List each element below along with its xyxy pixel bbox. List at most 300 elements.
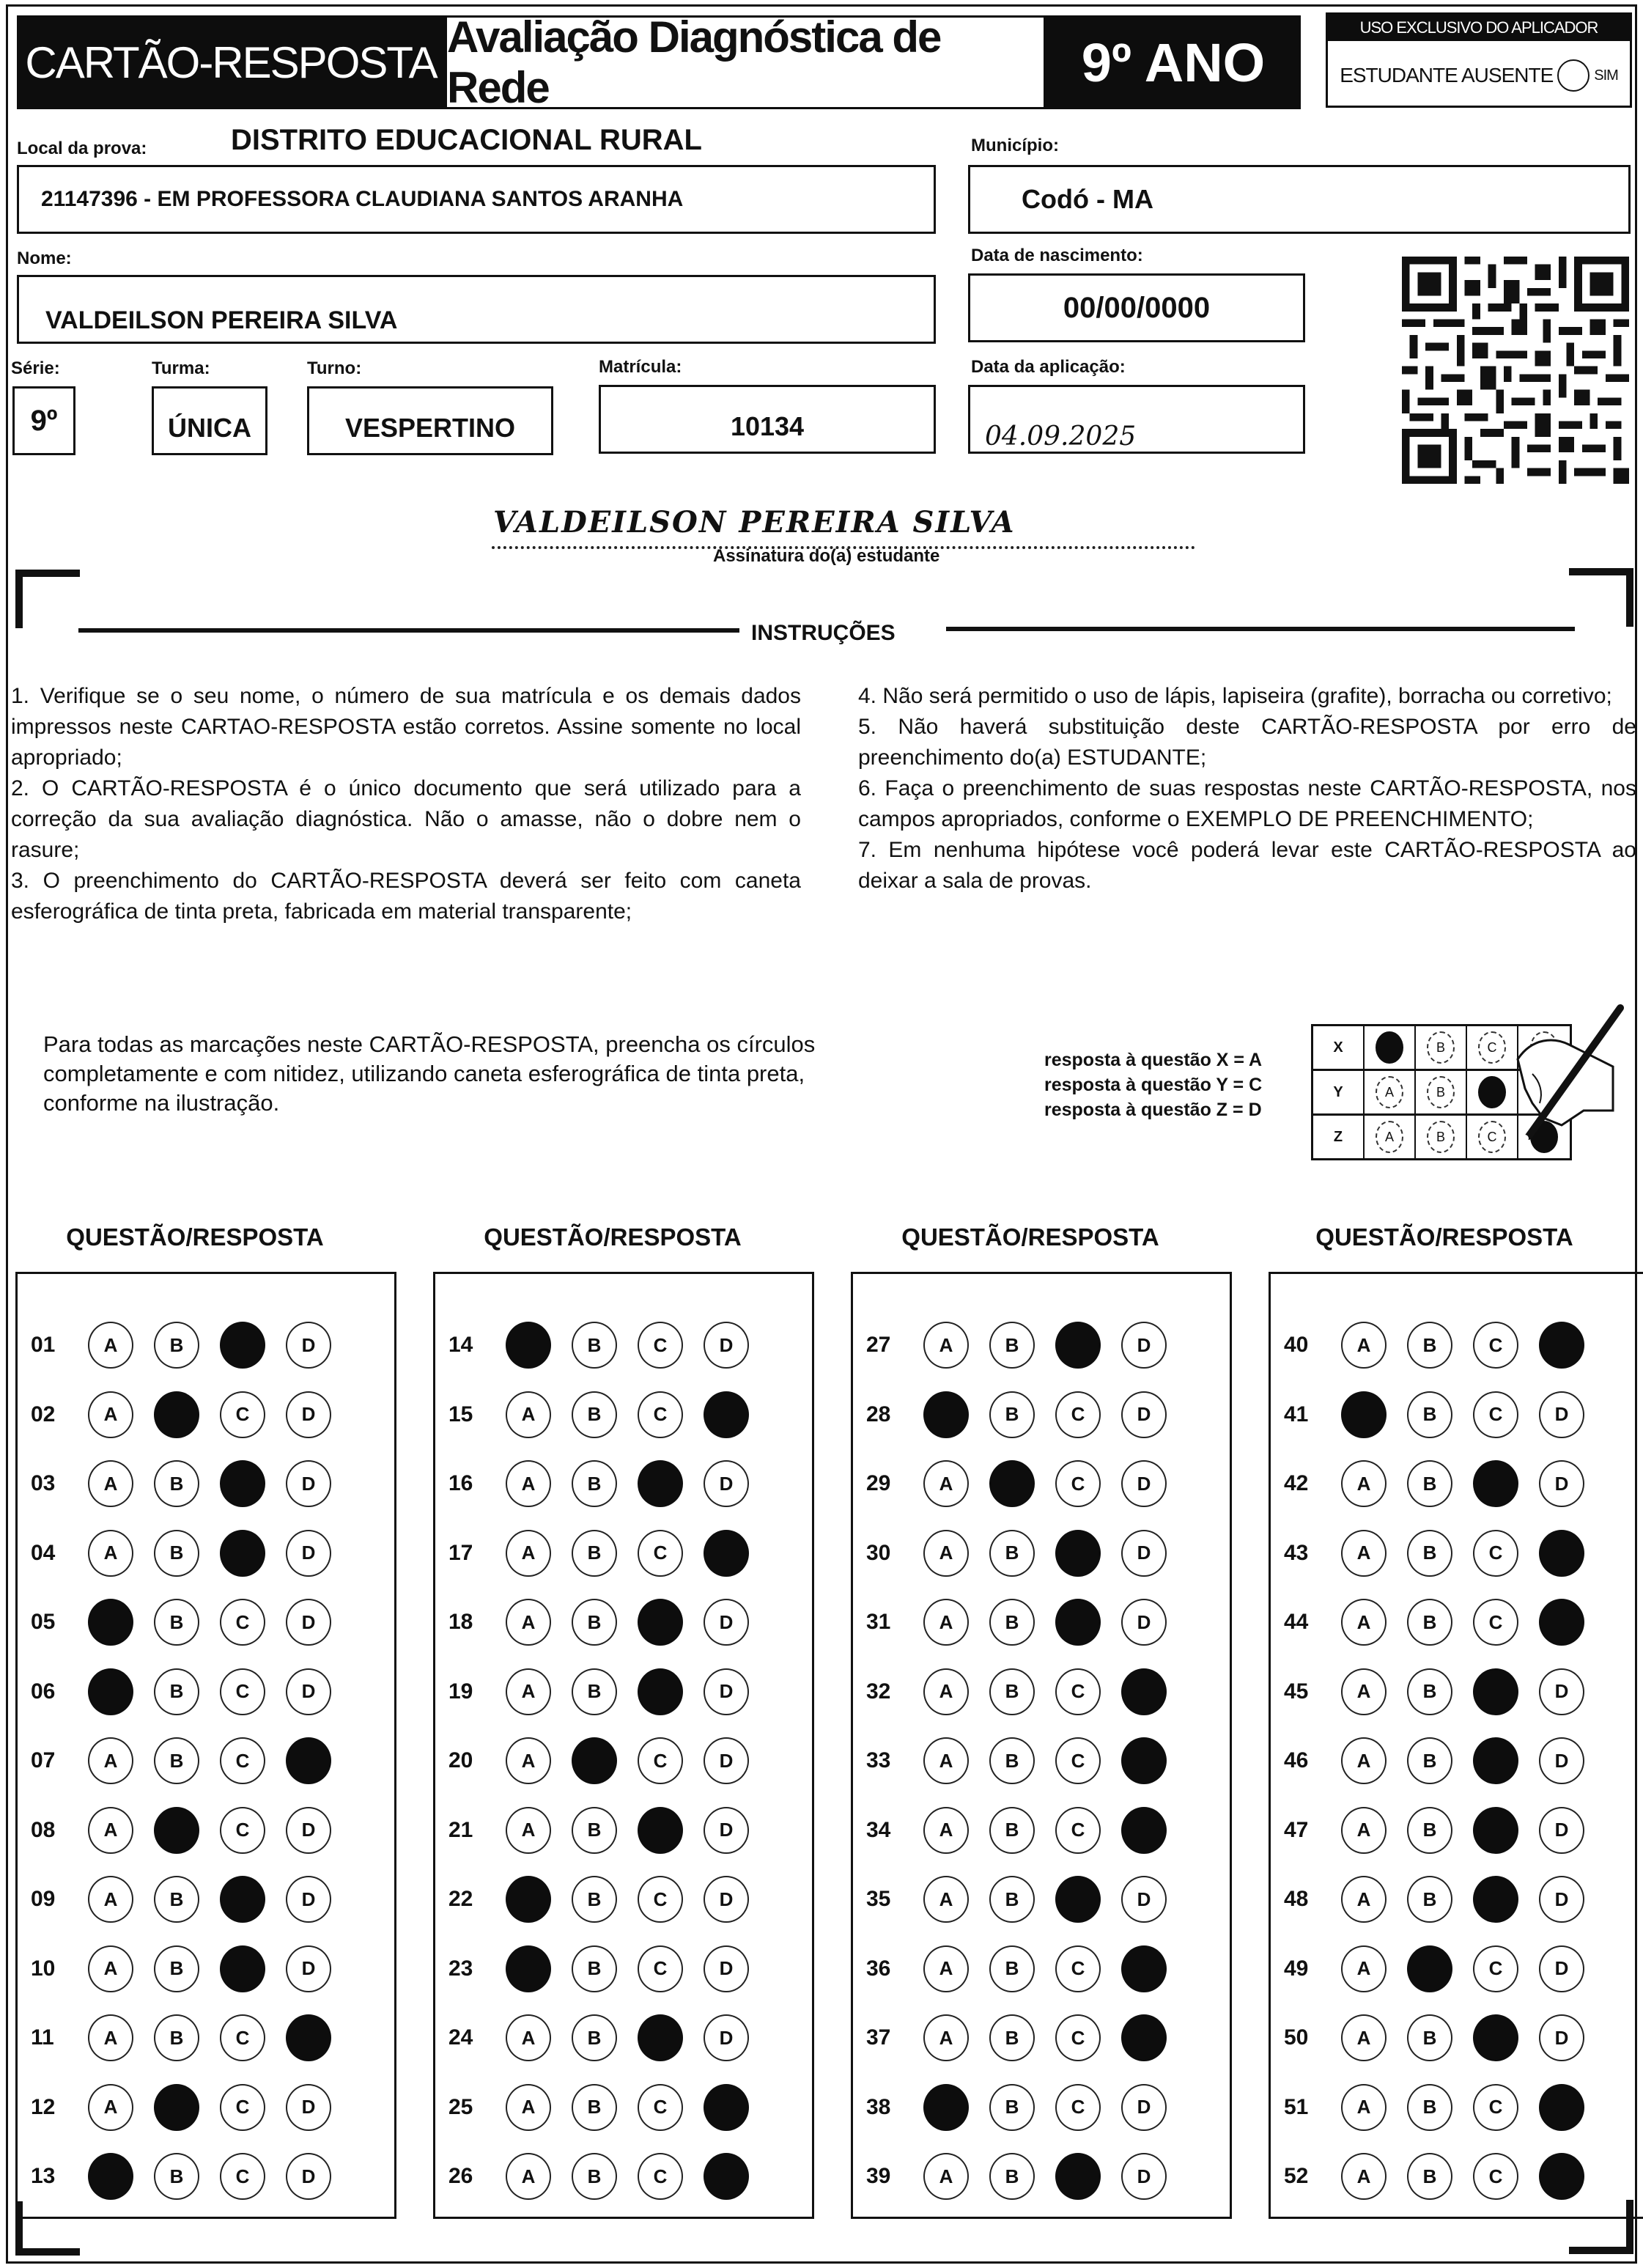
question-row [18,1311,394,1380]
question-row [1271,1865,1643,1934]
exam-name: Avaliação Diagnóstica de Rede [445,15,1046,109]
answer-bubble-a[interactable]: A [506,1391,551,1438]
answer-bubble-a[interactable]: A [506,1668,551,1715]
answer-bubble-b[interactable]: B [572,1807,617,1854]
answer-bubble-b[interactable]: B [1407,1668,1452,1715]
answer-bubble-d[interactable]: D [1121,1530,1167,1577]
answer-bubble-d[interactable]: D [1121,1876,1167,1923]
instruction-item: 4. Não será permitido o uso de lápis, lapiseira (grafite), borracha ou corretivo; [858,684,1612,708]
absent-label: ESTUDANTE AUSENTE [1340,64,1554,86]
question-number: 20 [448,1748,473,1772]
answer-bubble-b[interactable]: B [154,2153,199,2200]
answer-bubble-a[interactable]: A [1341,2084,1387,2131]
answer-bubble-d[interactable]: D [1539,2014,1584,2061]
answer-card [6,4,1637,2264]
question-column-4 [1269,1272,1643,2219]
question-number: 13 [31,2164,56,2188]
answer-bubble-a[interactable]: A [506,1737,551,1784]
question-number: 44 [1284,1610,1309,1634]
answer-bubble-a[interactable]: A [88,1737,133,1784]
answer-bubble-a[interactable]: A [1341,1599,1387,1646]
question-row [18,1380,394,1449]
question-number: 22 [448,1887,473,1911]
answer-bubble-a[interactable] [923,1391,969,1438]
question-row [435,1588,812,1657]
answer-bubble-a[interactable]: A [923,1807,969,1854]
answer-bubble-d[interactable]: D [286,1391,331,1438]
question-row [1271,1311,1643,1380]
question-number: 51 [1284,2094,1309,2119]
answer-bubble-b[interactable]: B [989,1599,1035,1646]
answer-bubble-c[interactable]: C [638,1945,683,1992]
answer-bubble-c[interactable]: C [1473,1322,1518,1369]
applicator-title: USO EXCLUSIVO DO APLICADOR [1328,15,1630,41]
answer-bubble-b[interactable]: B [572,1530,617,1577]
answer-bubble-a[interactable] [506,1876,551,1923]
question-number: 52 [1284,2164,1309,2188]
question-number: 23 [448,1956,473,1981]
answer-bubble-c[interactable]: C [1473,2153,1518,2200]
answer-bubble-d[interactable]: D [1121,1599,1167,1646]
answer-bubble-d[interactable]: D [1539,1460,1584,1507]
answer-bubble-d[interactable] [1539,2084,1584,2131]
question-row [1271,1380,1643,1449]
answer-bubble-b[interactable]: B [1407,1599,1452,1646]
answer-bubble-d[interactable]: D [1121,1322,1167,1369]
answer-bubble-c[interactable] [1055,1876,1101,1923]
answer-bubble-a[interactable]: A [1341,1945,1387,1992]
answer-bubble-c[interactable]: C [1473,1391,1518,1438]
answer-bubble-a[interactable] [506,1322,551,1369]
answer-bubble-d[interactable] [1539,1599,1584,1646]
question-row [1271,1934,1643,2003]
answer-bubble-d[interactable] [1539,1530,1584,1577]
answer-bubble-a[interactable]: A [1341,1807,1387,1854]
answer-bubble-d[interactable] [704,2153,749,2200]
answer-bubble-b[interactable]: B [154,1530,199,1577]
answer-bubble-c[interactable] [638,1807,683,1854]
answer-bubble-b[interactable]: B [154,1737,199,1784]
example-row-label: Y [1313,1071,1365,1113]
question-row [18,1796,394,1865]
question-row [1271,1796,1643,1865]
answer-bubble-d[interactable]: D [704,1737,749,1784]
answer-bubble-a[interactable] [88,1599,133,1646]
answer-bubble-c[interactable] [220,1876,265,1923]
municipio-field [968,165,1631,234]
instructions-left-column [11,681,801,927]
answer-bubble-d[interactable]: D [286,1807,331,1854]
question-number: 50 [1284,2025,1309,2050]
answer-bubble-a[interactable]: A [1341,1322,1387,1369]
instruction-item: 7. Em nenhuma hipótese você poderá levar este CARTÃO-RESPOSTA ao deixar a sala de provas. [858,838,1636,893]
answer-bubble-a[interactable]: A [923,1530,969,1577]
answer-bubble-a[interactable]: A [506,1807,551,1854]
answer-bubble-c[interactable]: C [638,1391,683,1438]
answer-bubble-b[interactable]: B [154,1668,199,1715]
question-number: 06 [31,1679,56,1704]
answer-bubble-a[interactable]: A [923,1460,969,1507]
answer-bubble-c[interactable]: C [638,1737,683,1784]
answer-bubble-c[interactable]: C [1055,1807,1101,1854]
matricula-label: Matrícula: [599,357,682,377]
answer-bubble-d[interactable] [704,1530,749,1577]
answer-bubble-a[interactable]: A [506,1599,551,1646]
question-row [853,1796,1230,1865]
answer-bubble-a[interactable]: A [1341,2153,1387,2200]
answer-bubble-c[interactable] [638,1668,683,1715]
question-number: 30 [866,1540,891,1565]
answer-bubble-b[interactable]: B [572,1668,617,1715]
answer-bubble-c[interactable]: C [1055,2014,1101,2061]
answer-bubble-a[interactable]: A [1341,2014,1387,2061]
absent-checkbox[interactable] [1557,59,1590,92]
answer-bubble-c[interactable] [638,1460,683,1507]
answer-bubble-a[interactable]: A [88,1322,133,1369]
answer-bubble-a[interactable]: A [1341,1876,1387,1923]
answer-bubble-d[interactable]: D [286,2153,331,2200]
answer-bubble-c[interactable] [1055,1530,1101,1577]
question-column-1 [15,1272,396,2219]
answer-bubble-d[interactable]: D [286,2084,331,2131]
example-bubble-a: A [1376,1121,1403,1153]
answer-bubble-c[interactable]: C [1055,1945,1101,1992]
answer-bubble-a[interactable]: A [923,1876,969,1923]
answer-bubble-c[interactable] [638,1599,683,1646]
column-title: QUESTÃO/RESPOSTA [484,1223,742,1251]
answer-bubble-a[interactable]: A [923,1599,969,1646]
instruction-item: 3. O preenchimento do CARTÃO-RESPOSTA deverá ser feito com caneta esferográfica de tinta preta, fabricada em material transparente; [11,869,801,924]
aplicacao-value: 04.09.2025 [985,421,1137,452]
answer-bubble-b[interactable]: B [572,2153,617,2200]
question-number: 21 [448,1817,473,1842]
answer-bubble-a[interactable] [506,1945,551,1992]
question-row [435,1865,812,1934]
answer-bubble-c[interactable]: C [638,2153,683,2200]
question-row [853,1934,1230,2003]
answer-bubble-c[interactable] [638,2014,683,2061]
question-row [1271,1726,1643,1795]
answer-bubble-d[interactable]: D [1539,1391,1584,1438]
answer-bubble-c[interactable]: C [220,2153,265,2200]
answer-bubble-b[interactable] [989,1460,1035,1507]
answer-bubble-a[interactable]: A [88,1945,133,1992]
answer-bubble-d[interactable]: D [1121,1391,1167,1438]
answer-bubble-c[interactable] [1055,1599,1101,1646]
answer-bubble-c[interactable] [220,1945,265,1992]
answer-bubble-b[interactable]: B [154,1460,199,1507]
answer-bubble-a[interactable]: A [1341,1460,1387,1507]
turma-field [152,386,267,455]
question-row [853,1449,1230,1518]
answer-bubble-d[interactable] [1121,2014,1167,2061]
answer-bubble-d[interactable]: D [704,1876,749,1923]
question-row [1271,2142,1643,2211]
answer-bubble-a[interactable]: A [923,2014,969,2061]
answer-bubble-b[interactable]: B [989,1530,1035,1577]
qr-code-icon [1402,256,1629,485]
question-number: 46 [1284,1748,1309,1772]
answer-bubble-d[interactable] [286,1737,331,1784]
answer-bubble-b[interactable]: B [572,2014,617,2061]
grade-badge: 9º ANO [1046,15,1301,109]
answer-bubble-b[interactable]: B [572,1599,617,1646]
answer-bubble-d[interactable]: D [704,1322,749,1369]
answer-bubble-a[interactable]: A [506,2014,551,2061]
answer-bubble-d[interactable]: D [286,1599,331,1646]
answer-bubble-c[interactable]: C [220,1737,265,1784]
answer-bubble-b[interactable]: B [154,2014,199,2061]
answer-bubble-d[interactable]: D [1539,1876,1584,1923]
answer-bubble-c[interactable]: C [1055,1737,1101,1784]
question-number: 16 [448,1471,473,1495]
example-bubble-b: B [1427,1121,1455,1153]
answer-bubble-d[interactable] [286,2014,331,2061]
example-bubble-c: C [1478,1031,1506,1064]
answer-bubble-d[interactable] [1121,1945,1167,1992]
question-row [435,1796,812,1865]
answer-bubble-d[interactable]: D [1539,1737,1584,1784]
answer-bubble-b[interactable]: B [1407,1322,1452,1369]
answer-bubble-b[interactable]: B [989,1945,1035,1992]
turma-label: Turma: [152,358,210,378]
answer-bubble-b[interactable]: B [1407,2014,1452,2061]
answer-bubble-c[interactable]: C [1473,2084,1518,2131]
answer-bubble-c[interactable]: C [1055,1668,1101,1715]
question-row [435,1311,812,1380]
answer-bubble-a[interactable]: A [923,1322,969,1369]
question-number: 28 [866,1402,891,1426]
answer-bubble-d[interactable]: D [704,1599,749,1646]
card-title: CARTÃO-RESPOSTA [17,15,445,109]
answer-bubble-c[interactable]: C [1055,1460,1101,1507]
question-row [1271,1449,1643,1518]
answer-bubble-a[interactable]: A [1341,1668,1387,1715]
answer-bubble-b[interactable]: B [572,1876,617,1923]
answer-bubble-d[interactable]: D [1121,1460,1167,1507]
question-number: 43 [1284,1540,1309,1565]
example-instruction: Para todas as marcações neste CARTÃO-RESPOSTA, preencha os círculos completamente e com nitidez, utilizando caneta esferográfica de tinta preta, conforme na ilustração. [43,1031,816,1116]
answer-bubble-b[interactable]: B [1407,1530,1452,1577]
answer-bubble-b[interactable]: B [989,1807,1035,1854]
answer-bubble-b[interactable]: B [989,1737,1035,1784]
answer-bubble-c[interactable] [1473,1460,1518,1507]
answer-bubble-b[interactable]: B [989,2084,1035,2131]
answer-bubble-c[interactable] [220,1460,265,1507]
answer-bubble-d[interactable] [1121,1668,1167,1715]
answer-bubble-d[interactable]: D [1539,1668,1584,1715]
answer-bubble-b[interactable] [154,1391,199,1438]
answer-bubble-c[interactable]: C [638,2084,683,2131]
answer-bubble-d[interactable]: D [704,2014,749,2061]
question-number: 02 [31,1402,56,1426]
column-title: QUESTÃO/RESPOSTA [66,1223,324,1251]
answer-bubble-a[interactable]: A [923,1945,969,1992]
answer-bubble-d[interactable]: D [286,1945,331,1992]
answer-bubble-a[interactable] [88,1668,133,1715]
answer-bubble-a[interactable]: A [88,1807,133,1854]
answer-bubble-d[interactable] [1539,1322,1584,1369]
answer-bubble-c[interactable] [1473,1737,1518,1784]
answer-bubble-d[interactable]: D [704,1945,749,1992]
answer-bubble-a[interactable]: A [1341,1530,1387,1577]
question-number: 27 [866,1333,891,1357]
question-number: 04 [31,1540,56,1565]
answer-bubble-d[interactable]: D [286,1322,331,1369]
answer-bubble-a[interactable]: A [88,1460,133,1507]
question-number: 39 [866,2164,891,2188]
local-value: 21147396 - EM PROFESSORA CLAUDIANA SANTOS ARANHA [41,187,684,211]
example-bubble-a: A [1376,1076,1403,1108]
question-number: 36 [866,1956,891,1981]
answer-bubble-b[interactable]: B [572,1322,617,1369]
question-row [1271,1657,1643,1726]
question-number: 25 [448,2094,473,2119]
example-legend [1044,1048,1262,1122]
answer-bubble-c[interactable]: C [220,2084,265,2131]
answer-bubble-b[interactable]: B [572,1460,617,1507]
serie-label: Série: [11,358,60,378]
answer-bubble-b[interactable]: B [572,1391,617,1438]
answer-bubble-a[interactable]: A [506,1530,551,1577]
answer-bubble-b[interactable]: B [154,1322,199,1369]
answer-bubble-c[interactable]: C [1055,1391,1101,1438]
answer-bubble-b[interactable]: B [1407,1460,1452,1507]
answer-bubble-d[interactable]: D [704,1668,749,1715]
turno-field [307,386,553,455]
answer-bubble-a[interactable]: A [88,1530,133,1577]
question-row [853,2142,1230,2211]
answer-bubble-b[interactable]: B [1407,2084,1452,2131]
answer-bubble-c[interactable]: C [638,1876,683,1923]
answer-bubble-d[interactable] [704,2084,749,2131]
question-number: 08 [31,1817,56,1842]
answer-bubble-b[interactable]: B [989,1391,1035,1438]
answer-bubble-a[interactable]: A [923,1668,969,1715]
answer-bubble-a[interactable] [1341,1391,1387,1438]
question-number: 31 [866,1610,891,1634]
aplicacao-field[interactable] [968,385,1305,454]
answer-bubble-a[interactable] [923,2084,969,2131]
answer-bubble-a[interactable]: A [506,2084,551,2131]
answer-bubble-b[interactable]: B [989,1668,1035,1715]
answer-bubble-c[interactable]: C [220,1599,265,1646]
answer-bubble-c[interactable] [1055,1322,1101,1369]
matricula-field [599,385,936,454]
answer-bubble-b[interactable]: B [989,1876,1035,1923]
answer-bubble-a[interactable]: A [923,1737,969,1784]
turma-value: ÚNICA [168,413,251,443]
answer-bubble-b[interactable]: B [1407,1807,1452,1854]
question-row [18,1865,394,1934]
aplicacao-label: Data da aplicação: [971,357,1126,377]
turno-label: Turno: [307,358,362,378]
answer-bubble-c[interactable]: C [1055,2084,1101,2131]
answer-bubble-c[interactable] [1473,1668,1518,1715]
instructions-title: INSTRUÇÕES [751,621,896,645]
answer-bubble-c[interactable]: C [1473,1530,1518,1577]
answer-bubble-c[interactable]: C [220,2014,265,2061]
answer-bubble-a[interactable]: A [1341,1737,1387,1784]
example-legend-item: resposta à questão Z = D [1044,1100,1262,1120]
answer-bubble-c[interactable]: C [220,1668,265,1715]
answer-bubble-c[interactable]: C [220,1391,265,1438]
answer-bubble-a[interactable]: A [88,2014,133,2061]
answer-bubble-c[interactable] [1473,1876,1518,1923]
answer-bubble-d[interactable]: D [286,1460,331,1507]
question-row [1271,2073,1643,2142]
signature-caption: Assinatura do(a) estudante [713,546,940,566]
answer-bubble-b[interactable]: B [572,2084,617,2131]
answer-bubble-b[interactable]: B [1407,1876,1452,1923]
answer-bubble-a[interactable] [88,2153,133,2200]
answer-bubble-d[interactable]: D [1539,1945,1584,1992]
answer-bubble-b[interactable]: B [1407,1737,1452,1784]
example-cell [1365,1026,1416,1069]
answer-bubble-c[interactable]: C [638,1530,683,1577]
answer-bubble-a[interactable]: A [506,1460,551,1507]
answer-bubble-d[interactable] [1539,2153,1584,2200]
answer-bubble-d[interactable] [704,1391,749,1438]
answer-bubble-c[interactable] [1473,2014,1518,2061]
answer-bubble-b[interactable]: B [1407,2153,1452,2200]
question-number: 32 [866,1679,891,1704]
answer-bubble-a[interactable]: A [923,2153,969,2200]
instruction-item: 1. Verifique se o seu nome, o número de sua matrícula e os demais dados impressos neste CARTAO-RESPOSTA estão corretos. Assine somente no local apropriado; [11,684,801,770]
answer-bubble-c[interactable] [220,1322,265,1369]
answer-bubble-b[interactable]: B [572,1945,617,1992]
answer-bubble-c[interactable]: C [220,1807,265,1854]
answer-bubble-a[interactable]: A [88,2084,133,2131]
answer-bubble-b[interactable] [154,1807,199,1854]
answer-bubble-b[interactable]: B [154,1945,199,1992]
serie-value: 9º [30,404,58,437]
answer-bubble-b[interactable]: B [154,1876,199,1923]
answer-bubble-d[interactable]: D [704,1807,749,1854]
answer-bubble-c[interactable] [220,1530,265,1577]
answer-bubble-b[interactable] [572,1737,617,1784]
answer-bubble-d[interactable]: D [1121,2084,1167,2131]
answer-bubble-c[interactable] [1055,2153,1101,2200]
answer-bubble-c[interactable] [1473,1807,1518,1854]
answer-bubble-b[interactable] [1407,1945,1452,1992]
answer-bubble-b[interactable]: B [154,1599,199,1646]
instruction-item: 5. Não haverá substituição deste CARTÃO-RESPOSTA por erro de preenchimento do(a) ESTUDANTE; [858,715,1636,770]
answer-bubble-c[interactable]: C [1473,1599,1518,1646]
answer-bubble-b[interactable]: B [989,1322,1035,1369]
answer-bubble-a[interactable]: A [88,1876,133,1923]
answer-bubble-b[interactable]: B [989,2014,1035,2061]
answer-bubble-c[interactable]: C [638,1322,683,1369]
answer-bubble-a[interactable]: A [88,1391,133,1438]
answer-bubble-d[interactable]: D [286,1668,331,1715]
answer-bubble-d[interactable]: D [286,1876,331,1923]
answer-bubble-d[interactable]: D [704,1460,749,1507]
question-number: 29 [866,1471,891,1495]
answer-bubble-d[interactable]: D [1121,2153,1167,2200]
answer-bubble-d[interactable] [1121,1807,1167,1854]
example-bubble-c [1478,1076,1506,1108]
answer-bubble-c[interactable]: C [1473,1945,1518,1992]
answer-bubble-d[interactable]: D [1539,1807,1584,1854]
question-number: 17 [448,1540,473,1565]
answer-bubble-a[interactable]: A [506,2153,551,2200]
answer-bubble-b[interactable]: B [989,2153,1035,2200]
answer-bubble-b[interactable] [154,2084,199,2131]
answer-bubble-d[interactable] [1121,1737,1167,1784]
answer-bubble-d[interactable]: D [286,1530,331,1577]
answer-bubble-b[interactable]: B [1407,1391,1452,1438]
